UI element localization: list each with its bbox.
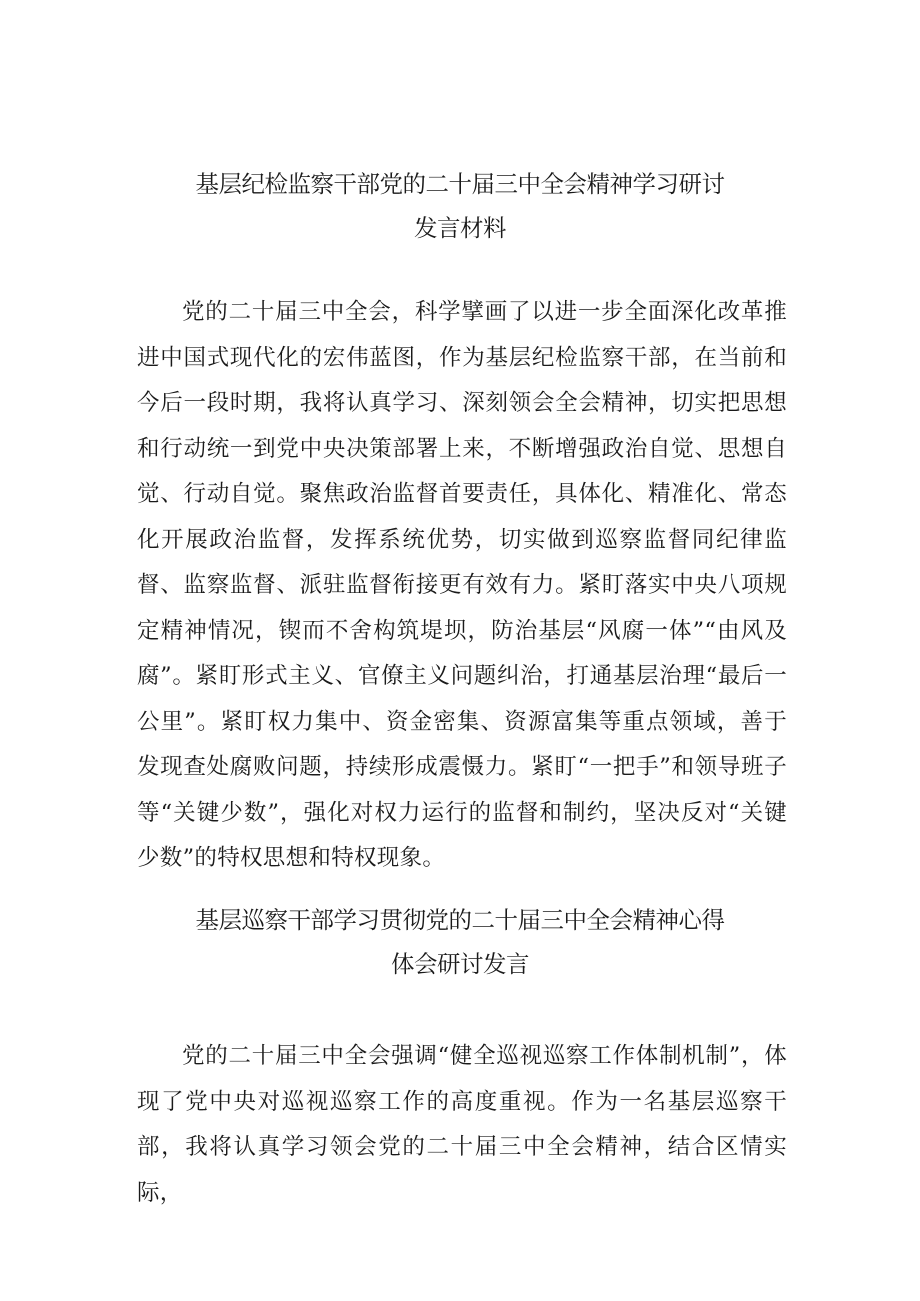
section-1-title-line-1: 基层纪检监察干部党的二十届三中全会精神学习研讨: [195, 170, 725, 198]
section-1-title: [100, 162, 820, 250]
section-2-title-line-1: 基层巡察干部学习贯彻党的二十届三中全会精神心得: [195, 906, 725, 934]
section-2-paragraph: 党的二十届三中全会强调“健全巡视巡察工作体制机制”，体现了党中央对巡视巡察工作的高度重视。作为一名基层巡察干部，我将认真学习领会党的二十届三中全会精神，结合区情实际，: [137, 1043, 787, 1206]
section-2-title-line-2: 体会研讨发言: [391, 950, 529, 978]
section-2-title: [100, 898, 820, 986]
section-1-title-line-2: 发言材料: [414, 214, 506, 242]
section-1-paragraph: 党的二十届三中全会，科学擘画了以进一步全面深化改革推进中国式现代化的宏伟蓝图，作为基层纪检监察干部，在当前和今后一段时期，我将认真学习、深刻领会全会精神，切实把思想和行动统一到党中央决策部署上来，不断增强政治自觉、思想自觉、行动自觉。聚焦政治监督首要责任，具体化、精准化、常态化开展政治监督，发挥系统优势，切实做到巡察监督同纪律监督、监察监督、派驻监督衔接更有效有力。紧盯落实中央八项规定精神情况，锲而不舍构筑堤坝，防治基层“风腐一体”“由风及腐”。紧盯形式主义、官僚主义问题纠治，打通基层治理“最后一公里”。紧盯权力集中、资金密集、资源富集等重点领域，善于发现查处腐败问题，持续形成震慑力。紧盯“一把手”和领导班子等“关键少数”，强化对权力运行的监督和制约，坚决反对“关键少数”的特权思想和特权现象。: [137, 299, 787, 871]
